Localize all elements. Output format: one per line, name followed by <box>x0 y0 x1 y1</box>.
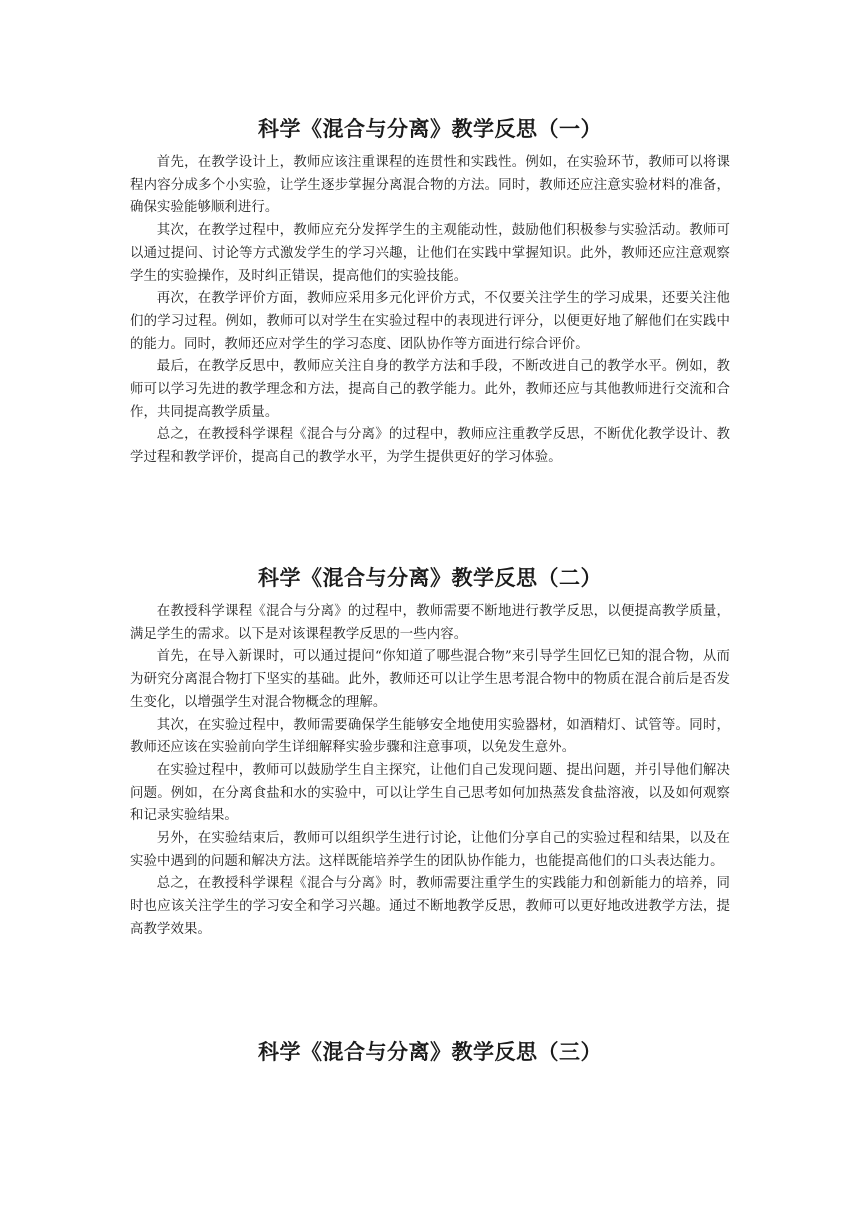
paragraph: 首先，在教学设计上，教师应该注重课程的连贯性和实践性。例如，在实验环节，教师可以将课程内容分成多个小实验，让学生逐步掌握分离混合物的方法。同时，教师还应注意实验材料的准备，确保实验能够顺利进行。 <box>130 155 730 216</box>
paragraph: 再次，在教学评价方面，教师应采用多元化评价方式，不仅要关注学生的学习成果，还要关注他们的学习过程。例如，教师可以对学生在实验过程中的表现进行评分，以便更好地了解他们在实践中的能力。同时，教师还应对学生的学习态度、团队协作等方面进行综合评价。 <box>130 291 730 352</box>
paragraph: 首先，在导入新课时，可以通过提问“你知道了哪些混合物”来引导学生回忆已知的混合物，从而为研究分离混合物打下坚实的基础。此外，教师还可以让学生思考混合物中的物质在混合前后是否发生变化，以增强学生对混合物概念的理解。 <box>130 649 730 710</box>
paragraph: 另外，在实验结束后，教师可以组织学生进行讨论，让他们分享自己的实验过程和结果，以及在实验中遇到的问题和解决方法。这样既能培养学生的团队协作能力，也能提高他们的口头表达能力。 <box>130 831 730 869</box>
paragraph: 在实验过程中，教师可以鼓励学生自主探究，让他们自己发现问题、提出问题，并引导他们解决问题。例如，在分离食盐和水的实验中，可以让学生自己思考如何加热蒸发食盐溶液，以及如何观察和记录实验结果。 <box>130 762 730 824</box>
section-title: 科学《混合与分离》教学反思（三） <box>258 1040 602 1064</box>
section-2 <box>130 563 730 942</box>
section-title: 科学《混合与分离》教学反思（二） <box>258 566 602 590</box>
paragraph: 其次，在教学过程中，教师应充分发挥学生的主观能动性，鼓励他们积极参与实验活动。教师可以通过提问、讨论等方式激发学生的学习兴趣，让他们在实践中掌握知识。此外，教师还应注意观察学生的实验操作，及时纠正错误，提高他们的实验技能。 <box>130 223 730 284</box>
paragraph: 总之，在教授科学课程《混合与分离》时，教师需要注重学生的实践能力和创新能力的培养，同时也应该关注学生的学习安全和学习兴趣。通过不断地教学反思，教师可以更好地改进教学方法，提高教学效果。 <box>130 876 730 937</box>
paragraph: 在教授科学课程《混合与分离》的过程中，教师需要不断地进行教学反思，以便提高教学质量，满足学生的需求。以下是对该课程教学反思的一些内容。 <box>130 604 730 642</box>
paragraph: 总之，在教授科学课程《混合与分离》的过程中，教师应注重教学反思，不断优化教学设计、教学过程和教学评价，提高自己的教学水平，为学生提供更好的学习体验。 <box>130 427 730 466</box>
section-3 <box>130 1037 730 1075</box>
section-1 <box>130 114 730 470</box>
paragraph: 其次，在实验过程中，教师需要确保学生能够安全地使用实验器材，如酒精灯、试管等。同时，教师还应该在实验前向学生详细解释实验步骤和注意事项，以免发生意外。 <box>130 717 730 756</box>
paragraph: 最后，在教学反思中，教师应关注自身的教学方法和手段，不断改进自己的教学水平。例如，教师可以学习先进的教学理念和方法，提高自己的教学能力。此外，教师还应与其他教师进行交流和合作，共同提高教学质量。 <box>130 359 730 420</box>
section-title: 科学《混合与分离》教学反思（一） <box>258 117 602 141</box>
